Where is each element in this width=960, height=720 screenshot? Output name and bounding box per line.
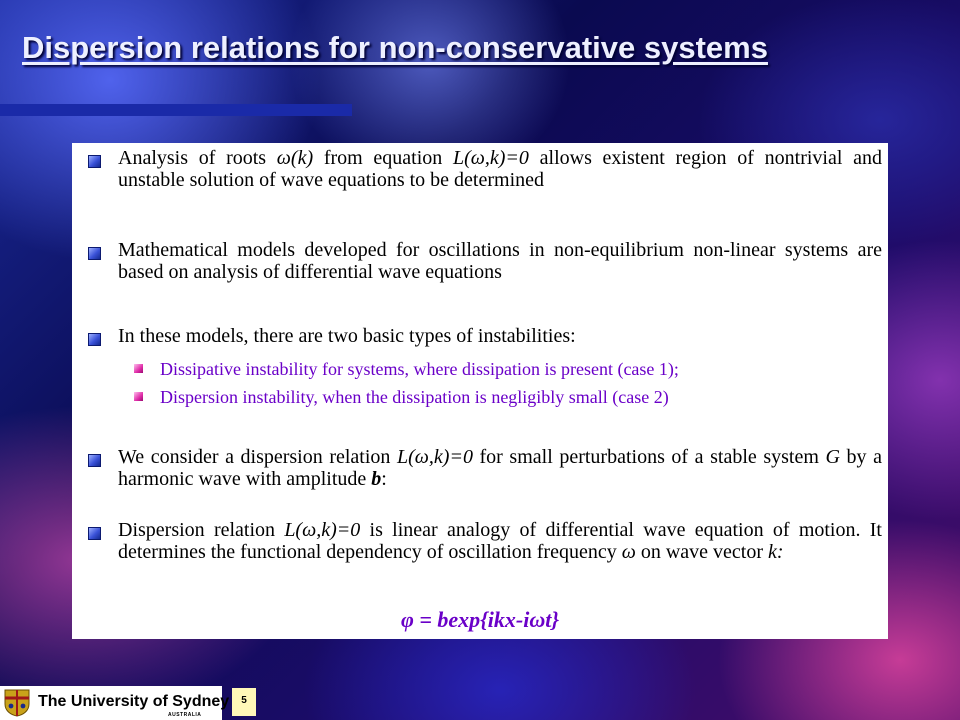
text-run: for small perturbations of a stable system: [472, 446, 826, 468]
text-run: L(ω,k)=0: [397, 446, 473, 468]
text-run: by a harmonic wave with amplitude: [118, 446, 883, 490]
text-run: allows existent region of nontrivial and unstable solution of wave equations to be determined: [118, 147, 882, 191]
bullet-text: [118, 147, 882, 191]
text-run: :: [381, 468, 387, 490]
text-run: G: [825, 446, 840, 468]
bullet-text: [118, 519, 882, 563]
text-run: L(ω,k)=0: [452, 147, 529, 169]
sub-bullet-square-icon: [134, 364, 143, 373]
bullet-square-icon: [88, 527, 101, 540]
text-run: We consider a dispersion relation: [118, 446, 397, 468]
text-run: is linear analogy of differential wave equation of motion. It determines the functional dependency of oscillation frequency: [118, 519, 882, 563]
university-logo: [0, 686, 230, 720]
crest-icon: [4, 689, 30, 717]
sub-bullet-text: Dissipative instability for systems, where dissipation is present (case 1);: [160, 359, 679, 379]
text-run: on wave vector: [635, 541, 768, 563]
page-number: 5: [241, 695, 247, 706]
text-run: b: [371, 468, 382, 490]
wave-formula: φ = bexp{ikx-iωt}: [400, 607, 560, 632]
bullet-text: [118, 446, 882, 490]
content-panel: [72, 143, 888, 639]
sub-bullet-text: Dispersion instability, when the dissipation is negligibly small (case 2): [160, 387, 669, 407]
title-accent-bar: [0, 104, 352, 116]
slide-title: Dispersion relations for non-conservative systems: [22, 30, 768, 65]
bullet-square-icon: [88, 155, 101, 168]
bullet-square-icon: [88, 247, 101, 260]
text-run: L(ω,k)=0: [284, 519, 361, 541]
text-run: k:: [768, 541, 784, 563]
text-run: Dispersion relation: [118, 519, 285, 541]
text-run: In these models, there are two basic types of instabilities:: [118, 325, 576, 347]
page-number-box: [232, 688, 256, 716]
text-run: Mathematical models developed for oscillations in non-equilibrium non-linear systems are based on analysis of differential wave equations: [118, 239, 882, 283]
logo-text: The University of Sydney: [38, 693, 230, 710]
text-run: from equation: [313, 147, 453, 169]
text-run: ω(k): [276, 147, 314, 169]
sub-bullet-square-icon: [134, 392, 143, 401]
text-run: ω: [621, 541, 636, 563]
bullet-text: [118, 325, 882, 347]
text-run: Analysis of roots: [118, 147, 277, 169]
bullet-text: [118, 239, 882, 283]
bullet-square-icon: [88, 454, 101, 467]
logo-subtext: AUSTRALIA: [168, 712, 202, 718]
bullet-square-icon: [88, 333, 101, 346]
